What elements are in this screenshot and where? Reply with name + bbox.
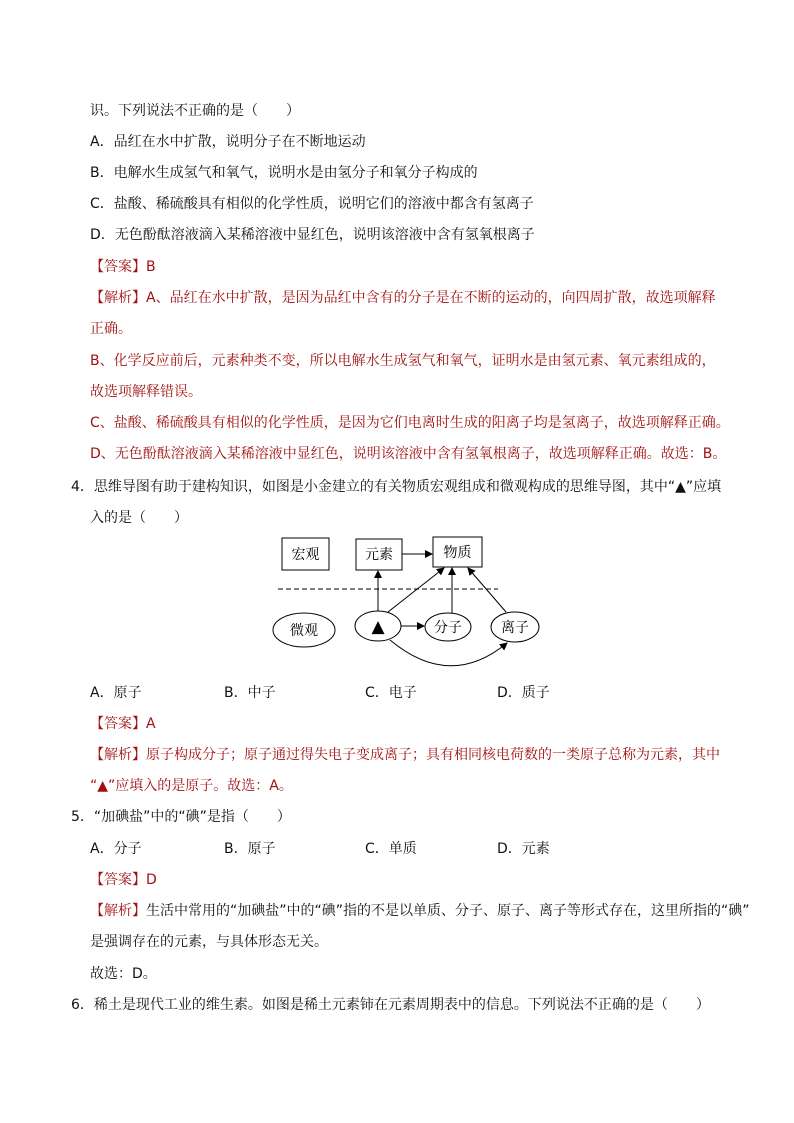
q5-stem: 5．“加碘盐”中的“碘”是指（ ） (71, 809, 291, 825)
analysis-text: 生活中常用的“加碘盐”中的“碘”指的不是以单质、分子、原子、离子等形式存在，这里所指的“碘” (146, 903, 750, 919)
analysis-text: A、品红在水中扩散，是因为品红中含有的分子是在不断的运动的，向四周扩散，故选项解释 (146, 290, 716, 306)
analysis-text: 原子构成分子；原子通过得失电子变成离子；具有相同核电荷数的一类原子总称为元素，其中 (146, 747, 720, 763)
q4-option-c: C．电子 (365, 685, 417, 701)
micro-label: 微观 (290, 623, 318, 639)
arrow-triangle-to-ion (390, 640, 507, 666)
q3-analysis-line-5: C、盐酸、稀硫酸具有相似的化学性质，是因为它们电离时生成的阳离子均是氢离子，故选项解释正确。 (90, 415, 730, 431)
q4-answer (90, 714, 156, 734)
q4-analysis-line-2: “▲”应填入的是原子。故选：A。 (90, 778, 293, 794)
macro-label: 宏观 (291, 547, 320, 563)
arrow-ion-to-substance (468, 568, 506, 612)
q6-stem: 6．稀土是现代工业的维生素。如图是稀土元素铈在元素周期表中的信息。下列说法不正确的是（ ） (71, 997, 710, 1013)
q4-option-a: A．原子 (90, 685, 142, 701)
q3-analysis-line-4: 故选项解释错误。 (90, 384, 202, 400)
substance-box (433, 537, 482, 567)
element-box (356, 539, 402, 570)
q4-analysis-line-1 (90, 745, 720, 765)
answer-value: D (146, 872, 157, 888)
q3-option-a: A．品红在水中扩散，说明分子在不断地运动 (90, 134, 366, 150)
q5-option-d: D．元素 (497, 841, 550, 857)
q5-analysis-line-3: 故选：D。 (90, 966, 157, 982)
analysis-label: 【解析】 (90, 747, 146, 763)
q3-option-c: C．盐酸、稀硫酸具有相似的化学性质，说明它们的溶液中都含有氢离子 (90, 196, 534, 212)
q3-analysis-line-6: D、无色酚酞溶液滴入某稀溶液中显红色，说明该溶液中含有氢氧根离子，故选项解释正确。故选：B。 (90, 446, 727, 462)
q3-answer (90, 257, 156, 277)
q3-option-d: D．无色酚酞溶液滴入某稀溶液中显红色，说明该溶液中含有氢氧根离子 (90, 227, 535, 243)
q5-answer (90, 870, 157, 890)
triangle-ellipse (355, 611, 401, 641)
q5-analysis-line-2: 是强调存在的元素，与具体形态无关。 (90, 934, 328, 950)
answer-value: B (146, 259, 156, 275)
q5-option-b: B．原子 (224, 841, 276, 857)
micro-ellipse (273, 613, 335, 647)
molecule-ellipse (425, 613, 471, 641)
q3-analysis-line-2: 正确。 (90, 321, 132, 337)
q3-option-b: B．电解水生成氢气和氧气，说明水是由氢分子和氧分子构成的 (90, 165, 478, 181)
q3-analysis-line-3: B、化学反应前后，元素种类不变，所以电解水生成氢气和氧气，证明水是由氢元素、氧元素组成的， (90, 353, 716, 369)
arrow-triangle-to-substance (388, 568, 444, 612)
answer-label: 【答案】 (90, 872, 146, 888)
q4-option-b: B．中子 (224, 685, 276, 701)
analysis-label: 【解析】 (90, 903, 146, 919)
q5-option-c: C．单质 (365, 841, 417, 857)
q5-option-a: A．分子 (90, 841, 142, 857)
q4-option-d: D．质子 (497, 685, 550, 701)
substance-label: 物质 (443, 545, 472, 561)
answer-label: 【答案】 (90, 259, 146, 275)
q5-analysis-line-1 (90, 901, 750, 921)
molecule-label: 分子 (434, 620, 462, 636)
answer-label: 【答案】 (90, 716, 146, 732)
triangle-icon: ▲ (371, 617, 385, 637)
ion-label: 离子 (501, 620, 529, 636)
q3-analysis-line-1 (90, 288, 716, 308)
q4-stem-line-2: 入的是（ ） (90, 510, 188, 526)
q3-stem-tail: 识。下列说法不正确的是（ ） (90, 103, 300, 119)
macro-box (282, 538, 329, 570)
element-label: 元素 (365, 547, 393, 563)
answer-value: A (146, 716, 156, 732)
analysis-label: 【解析】 (90, 290, 146, 306)
ion-ellipse (491, 612, 539, 642)
q4-stem-line-1: 4．思维导图有助于建构知识，如图是小金建立的有关物质宏观组成和微观构成的思维导图，其中“▲”应填 (71, 479, 722, 495)
